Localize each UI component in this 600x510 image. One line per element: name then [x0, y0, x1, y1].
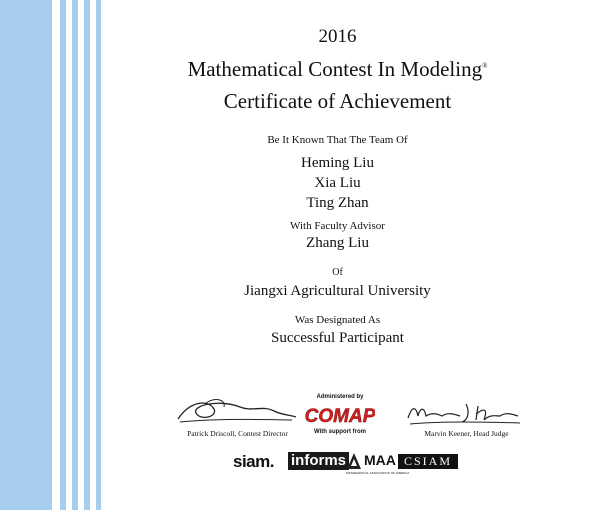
administered-by-label: Administered by [316, 394, 364, 400]
csiam-logo [398, 454, 458, 469]
of-label: Of [332, 267, 343, 278]
informs-logo [288, 452, 349, 470]
decorative-stripe-2 [60, 0, 66, 510]
right-signer-caption: Marvin Keener, Head Judge [424, 429, 509, 438]
designation-label: Was Designated As [294, 314, 381, 326]
left-signature [170, 393, 300, 427]
comap-logo [305, 402, 375, 428]
csiam-logo-text: CSIAM [404, 454, 453, 468]
intro-text: Be It Known That The Team Of [267, 134, 408, 146]
registered-mark: ® [482, 62, 488, 70]
with-support-label: With support from [314, 429, 366, 435]
team-member-3: Ting Zhan [306, 195, 369, 211]
maa-subtext: MATHEMATICAL ASSOCIATION OF AMERICA [346, 471, 410, 475]
right-signature [404, 398, 524, 428]
advisor-label: With Faculty Advisor [290, 220, 385, 232]
comap-logo-text: COMAP [305, 406, 375, 427]
team-member-2: Xia Liu [314, 175, 361, 191]
informs-logo-text: informs [291, 452, 347, 469]
decorative-stripe-wide [0, 0, 52, 510]
left-signer-caption: Patrick Driscoll, Contest Director [187, 429, 288, 438]
team-member-1: Heming Liu [301, 155, 374, 171]
siam-logo: siam. [233, 452, 274, 471]
contest-name [75, 57, 600, 82]
advisor-name: Zhang Liu [306, 235, 369, 251]
maa-emblem-icon [346, 452, 362, 470]
certificate-title: Certificate of Achievement [223, 89, 452, 113]
designation-value: Successful Participant [271, 330, 404, 346]
institution-name: Jiangxi Agricultural University [244, 283, 431, 299]
contest-name-text: Mathematical Contest In Modeling [187, 57, 483, 81]
certificate-year: 2016 [318, 26, 357, 47]
maa-logo: MAA [364, 452, 396, 468]
